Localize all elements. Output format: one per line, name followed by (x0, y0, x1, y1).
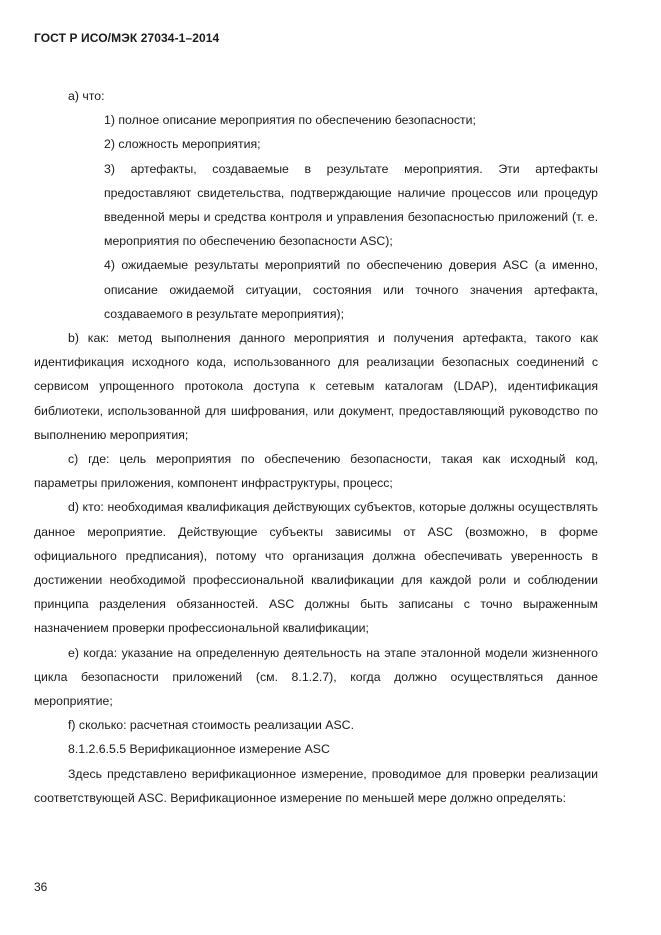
document-body (34, 84, 598, 810)
list-item-a3: 3) артефакты, создаваемые в результате мероприятия. Эти артефакты предоставляют свидетельства, подтверждающие наличие процессов или процедур введенной меры и средства контроля и управления безопасностью приложений (т. е. мероприятия по обеспечению безопасности ASC); (104, 161, 598, 249)
section-heading: 8.1.2.6.5.5 Верификационное измерение ASC (68, 742, 330, 757)
list-item-e: е) когда: указание на определенную деятельность на этапе эталонной модели жизненного цикла безопасности приложений (см. 8.1.2.7), когда должно осуществляться данное мероприятие; (34, 645, 598, 709)
list-item-f: f) сколько: расчетная стоимость реализации ASC. (68, 718, 354, 733)
section-paragraph: Здесь представлено верификационное измерение, проводимое для проверки реализации соответствующей ASC. Верификационное измерение по меньшей мере должно определять: (34, 766, 598, 805)
list-item-d: d) кто: необходимая квалификация действующих субъектов, которые должны осуществлять данное мероприятие. Действующие субъекты зависимы от ASC (возможно, в форме официального предписания), потому что организация должна обеспечивать уверенность в достижении необходимой профессиональной квалификации для каждой роли и соблюдении принципа разделения обязанностей. ASC должны быть записаны с точно выраженным назначением проверки профессиональной квалификации; (34, 500, 598, 636)
document-header: ГОСТ Р ИСО/МЭК 27034-1–2014 (34, 31, 220, 45)
list-item-a2: 2) сложность мероприятия; (104, 137, 261, 152)
page-number: 36 (34, 880, 48, 894)
list-item-a4: 4) ожидаемые результаты мероприятий по обеспечению доверия ASC (а именно, описание ожидаемой ситуации, состояния или точного значения артефакта, создаваемого в результате мероприятия); (104, 258, 598, 321)
list-item-c: с) где: цель мероприятия по обеспечению безопасности, такая как исходный код, параметры приложения, компонент инфраструктуры, процесс; (34, 452, 598, 491)
list-item-b: b) как: метод выполнения данного мероприятия и получения артефакта, такого как идентификация исходного кода, использованного для реализации безопасных соединений с сервисом упрощенного протокола доступа к сетевым каталогам (LDAP), идентификация библиотеки, использованной для шифрования, или документ, предоставляющий руководство по выполнению мероприятия; (34, 331, 598, 442)
list-item-a: а) что: (68, 89, 105, 103)
list-item-a1: 1) полное описание мероприятия по обеспечению безопасности; (104, 113, 476, 128)
